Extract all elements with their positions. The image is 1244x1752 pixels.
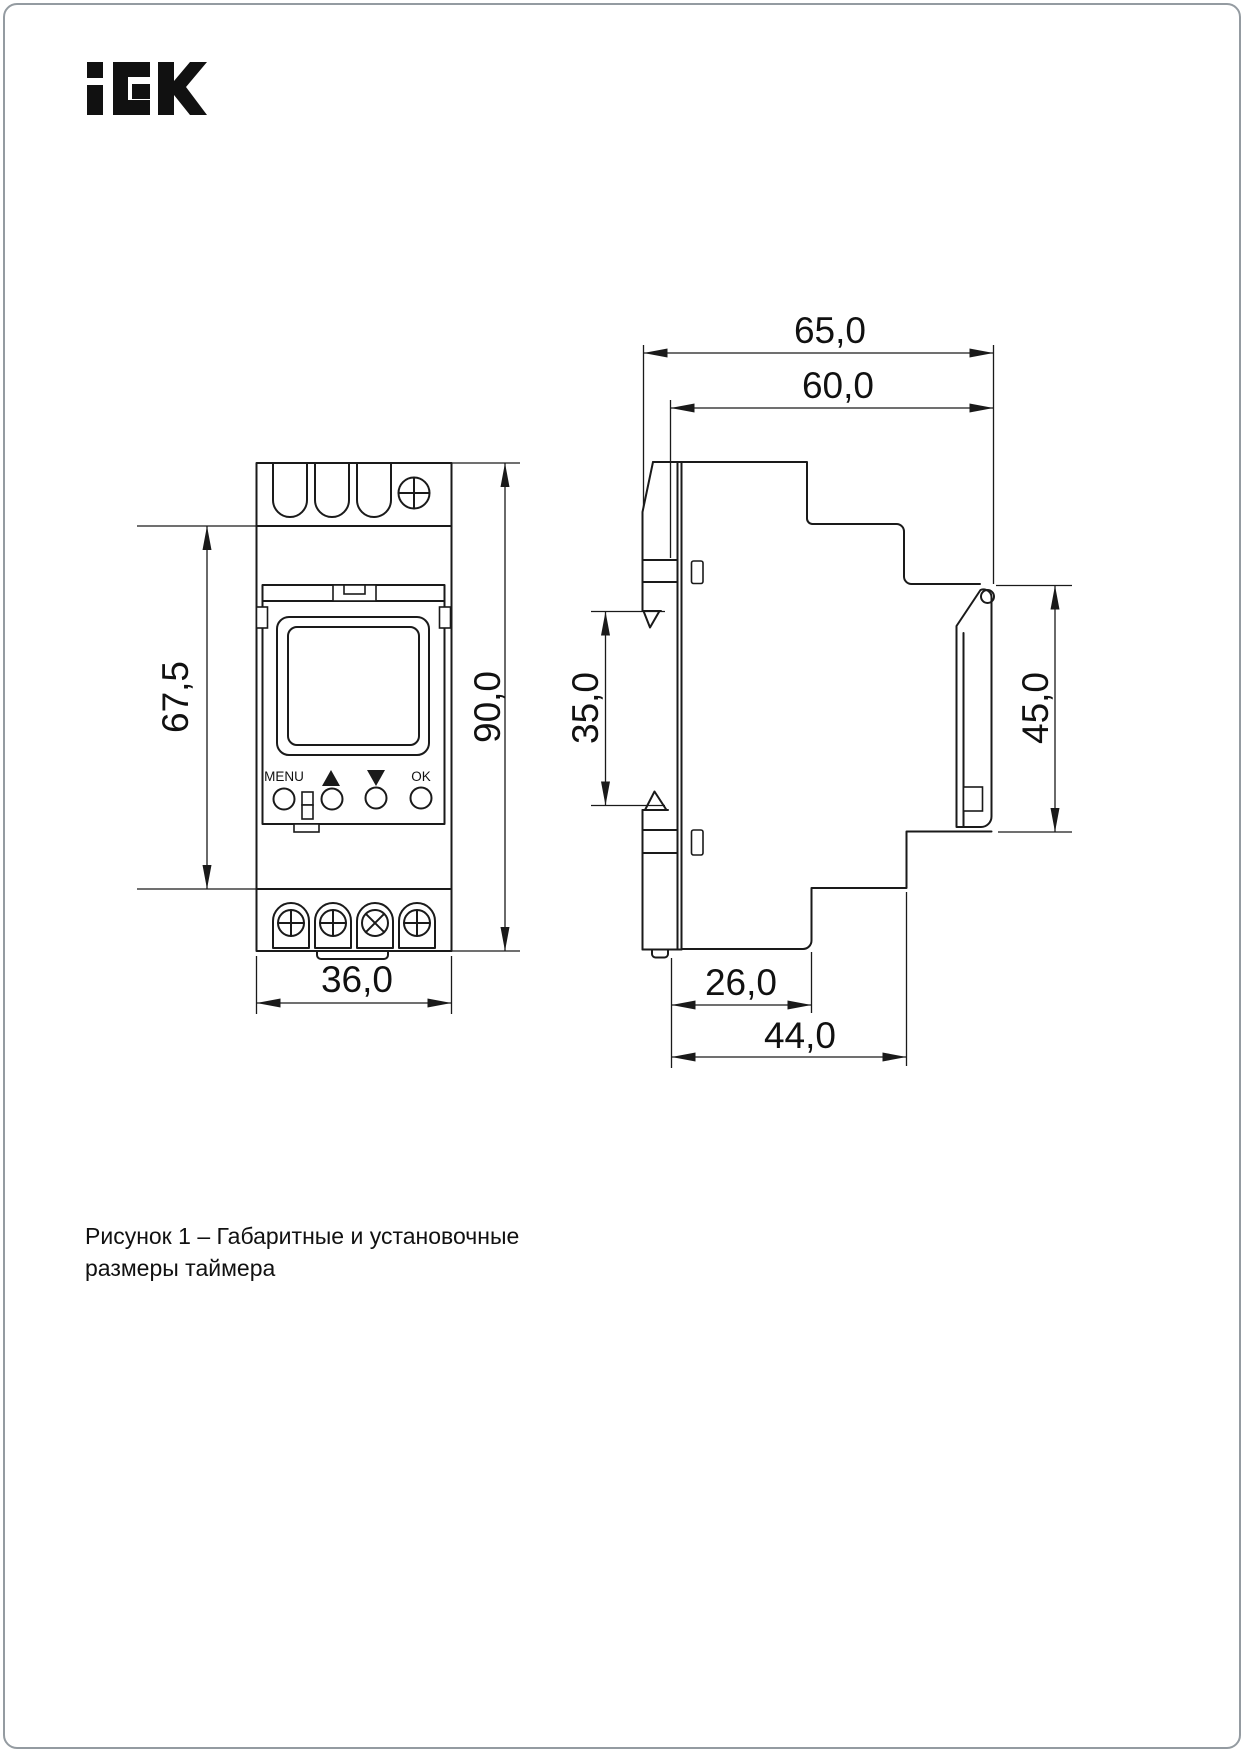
logo-i-dot [87,62,103,78]
figure-caption [85,1223,519,1281]
din-clip-top [643,462,678,628]
front-view-dimensions [137,463,520,1014]
ok-button-label: OK [411,769,431,784]
dim-body-depth: 60,0 [801,365,875,406]
dim-total-height: 90,0 [467,670,508,744]
dim-front-height: 45,0 [1015,671,1056,745]
dim-width: 36,0 [320,959,394,1000]
panel-latch-inner [344,585,365,594]
caption-line-1: Рисунок 1 – Габаритные и установочные [85,1223,520,1249]
dim-total-depth: 65,0 [793,310,867,351]
panel-bottom-latch [294,824,319,832]
front-housing-outline [257,463,452,951]
down-arrow-icon [367,770,385,786]
arrowhead [501,463,510,487]
arrowhead [788,1001,812,1010]
iek-logo [87,62,207,115]
panel-hinge-right [440,607,451,628]
din-clip-bottom [643,792,682,958]
arrowhead [672,1053,696,1062]
panel-hinge-left [257,607,268,628]
display-bezel [277,617,429,755]
arrowhead [1051,808,1060,832]
menu-button-label: MENU [264,769,304,784]
top-terminal-slot [315,463,349,517]
side-view-dimensions [565,310,1072,1068]
arrowhead [671,404,695,413]
arrowhead [883,1053,907,1062]
arrowhead [257,999,281,1008]
reset-switch-bottom [302,805,313,819]
down-button [366,788,387,809]
dim-lower-total-depth: 44,0 [763,1015,837,1056]
up-button [322,789,343,810]
screw-icon [320,910,346,936]
arrowhead [644,349,668,358]
bottom-terminals [273,903,435,948]
face-slot-bottom [692,830,704,855]
front-view [257,463,452,959]
front-bottom-tab [317,951,388,959]
dim-inner-height: 67,5 [155,660,196,734]
top-terminal-slot [273,463,307,517]
arrowhead [203,865,212,889]
arrowhead [601,612,610,636]
arrowhead [970,404,994,413]
menu-button [274,789,295,810]
side-view [643,462,995,958]
caption-line-2: размеры таймера [85,1255,276,1281]
arrowhead [1051,586,1060,610]
arrowhead [428,999,452,1008]
cover-clip-notch [964,787,983,811]
logo-i-bar [87,85,103,115]
side-lower-profile [682,832,992,950]
reset-switch-top [302,792,313,805]
arrowhead [501,927,510,951]
screw-icon-cross [362,910,388,936]
dim-lower-depth: 26,0 [704,962,778,1003]
dim-rail-slot: 35,0 [565,671,606,745]
ok-button [411,788,432,809]
arrowhead [601,782,610,806]
logo-e-top [113,62,150,77]
arrowhead [970,349,994,358]
up-arrow-icon [322,770,340,786]
screw-icon [278,910,304,936]
side-bottom-tab [652,950,668,958]
logo-k [158,62,207,115]
screw-icon [399,478,430,509]
logo-e-tongue [132,84,150,99]
arrowhead [672,1001,696,1010]
face-slot-top [692,561,704,584]
screw-icon [404,910,430,936]
logo-e-bottom [113,100,150,115]
top-terminal-slot [357,463,391,517]
display-screen [288,627,419,745]
arrowhead [203,526,212,550]
